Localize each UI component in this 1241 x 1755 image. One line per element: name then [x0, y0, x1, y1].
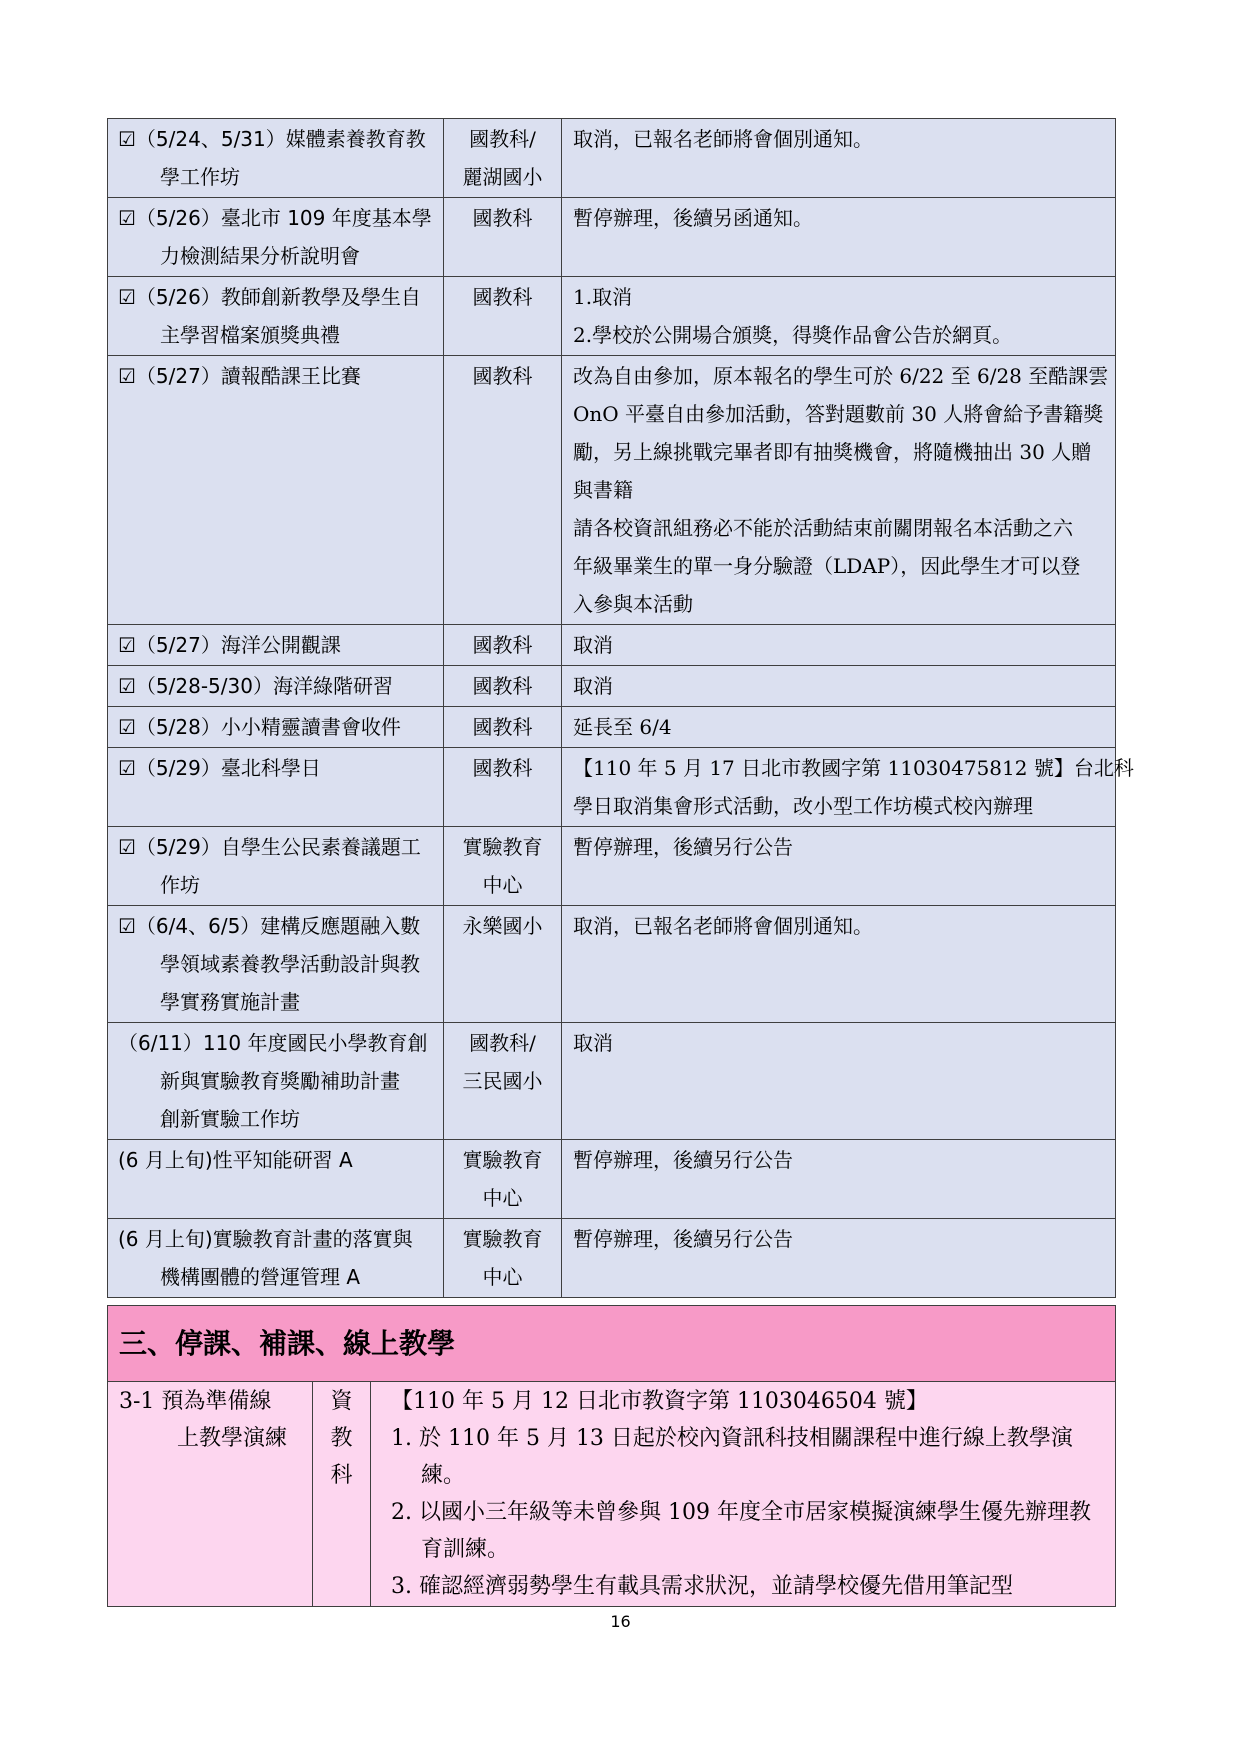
event-unit-cell — [444, 1023, 562, 1140]
event-note-line: 入參與本活動 — [573, 592, 693, 616]
event-name-cell — [108, 827, 444, 906]
event-name-line: 機構團體的營運管理 A — [160, 1265, 361, 1289]
section3-unit-cell — [313, 1382, 371, 1607]
section3-point: 1. 於 110 年 5 月 13 日起於校內資訊科技相關課程中進行線上教學演練。 — [391, 1426, 1073, 1488]
section3-unit-char: 科 — [330, 1463, 353, 1488]
section3-unit-char: 教 — [330, 1426, 353, 1451]
event-note-line: 年級畢業生的單一身分驗證（LDAP），因此學生才可以登 — [573, 554, 1081, 578]
event-unit-cell — [444, 666, 562, 707]
event-row — [108, 356, 1116, 625]
event-unit-line: 國教科/ — [469, 127, 536, 151]
event-name-line: ☑（5/26）教師創新教學及學生自 — [118, 285, 421, 309]
event-name-line: 主學習檔案頒獎典禮 — [160, 323, 340, 347]
event-unit-line: 中心 — [482, 873, 523, 897]
event-name-line: ☑（5/27）海洋公開觀課 — [118, 633, 341, 657]
event-row — [108, 198, 1116, 277]
event-note-line: 暫停辦理，後續另函通知。 — [573, 206, 813, 230]
event-unit-line: 國教科 — [472, 285, 533, 309]
section3-title: 三、停課、補課、線上教學 — [108, 1306, 1116, 1382]
section3-header-row — [108, 1306, 1116, 1382]
event-unit-line: 國教科 — [472, 633, 533, 657]
event-note-cell — [562, 666, 1116, 707]
event-note-line: 取消，已報名老師將會個別通知。 — [573, 914, 873, 938]
event-note-cell — [562, 748, 1134, 827]
event-note-line: 取消，已報名老師將會個別通知。 — [573, 127, 873, 151]
event-name-cell — [108, 625, 444, 666]
event-unit-line: 國教科 — [472, 206, 533, 230]
event-name-line: （6/11）110 年度國民小學教育創 — [118, 1031, 428, 1055]
event-unit-line: 國教科 — [472, 364, 533, 388]
page-number: 16 — [610, 1612, 631, 1631]
event-row — [108, 119, 1116, 198]
event-name-line: ☑（5/24、5/31）媒體素養教育教 — [118, 127, 426, 151]
event-note-cell — [562, 1023, 1116, 1140]
event-note-line: 取消 — [573, 674, 613, 698]
events-table-body — [108, 119, 1134, 1298]
event-name-line: 學實務實施計畫 — [160, 990, 300, 1014]
event-note-line: 取消 — [573, 1031, 613, 1055]
event-name-line: ☑（5/28-5/30）海洋綠階研習 — [118, 674, 393, 698]
event-unit-cell — [444, 356, 562, 625]
event-unit-cell — [444, 198, 562, 277]
event-unit-line: 實驗教育 — [462, 1148, 543, 1172]
event-note-line: 改為自由參加，原本報名的學生可於 6/22 至 6/28 至酷課雲 — [573, 364, 1109, 388]
event-note-cell — [562, 1219, 1116, 1298]
section3-item-line: 上教學演練 — [177, 1426, 288, 1451]
event-unit-line: 國教科 — [472, 756, 533, 780]
event-name-line: 作坊 — [160, 873, 200, 897]
event-unit-cell — [444, 707, 562, 748]
event-unit-cell — [444, 1140, 562, 1219]
event-note-line: 請各校資訊組務必不能於活動結束前關閉報名本活動之六 — [573, 516, 1073, 540]
event-unit-cell — [444, 277, 562, 356]
event-name-line: ☑（5/26）臺北市 109 年度基本學 — [118, 206, 432, 230]
event-note-line: 取消 — [573, 633, 613, 657]
event-note-line: 學日取消集會形式活動，改小型工作坊模式校內辦理 — [573, 794, 1033, 818]
event-note-line: 暫停辦理，後續另行公告 — [573, 1227, 793, 1251]
section3-point: 3. 確認經濟弱勢學生有載具需求狀況，並請學校優先借用筆記型 — [391, 1574, 1013, 1599]
event-unit-line: 國教科 — [472, 674, 533, 698]
event-note-line: 1.取消 — [573, 285, 633, 309]
event-note-cell — [562, 707, 1116, 748]
event-name-cell — [108, 748, 444, 827]
event-name-line: 力檢測結果分析說明會 — [160, 244, 360, 268]
event-note-cell — [562, 356, 1116, 625]
event-row — [108, 1140, 1116, 1219]
event-name-line: ☑（5/29）臺北科學日 — [118, 756, 321, 780]
event-unit-cell — [444, 119, 562, 198]
event-unit-line: 實驗教育 — [462, 1227, 543, 1251]
event-name-line: (6 月上旬)實驗教育計畫的落實與 — [118, 1227, 413, 1251]
event-note-line: 2.學校於公開場合頒獎，得獎作品會公告於網頁。 — [573, 323, 1013, 347]
event-name-line: 創新實驗工作坊 — [160, 1107, 300, 1131]
event-name-cell — [108, 707, 444, 748]
event-row — [108, 906, 1116, 1023]
event-note-line: 延長至 6/4 — [573, 715, 672, 739]
event-row — [108, 1219, 1116, 1298]
event-unit-line: 國教科/ — [469, 1031, 536, 1055]
event-row — [108, 277, 1116, 356]
event-name-cell — [108, 277, 444, 356]
event-note-cell — [562, 198, 1116, 277]
event-row — [108, 625, 1116, 666]
event-note-line: 【110 年 5 月 17 日北市教國字第 11030475812 號】台北科 — [573, 756, 1134, 780]
event-unit-cell — [444, 748, 562, 827]
event-unit-line: 麗湖國小 — [462, 165, 543, 189]
event-name-cell — [108, 198, 444, 277]
event-note-line: 與書籍 — [573, 478, 633, 502]
event-row — [108, 707, 1116, 748]
event-name-cell — [108, 666, 444, 707]
event-name-cell — [108, 1140, 444, 1219]
event-note-cell — [562, 277, 1116, 356]
section3-content-cell — [371, 1382, 1116, 1607]
event-note-cell — [562, 625, 1116, 666]
event-name-line: ☑（6/4、6/5）建構反應題融入數 — [118, 914, 421, 938]
event-name-cell — [108, 1219, 444, 1298]
event-name-line: ☑（5/27）讀報酷課王比賽 — [118, 364, 361, 388]
event-note-cell — [562, 119, 1116, 198]
event-note-cell — [562, 1140, 1116, 1219]
event-name-cell — [108, 906, 444, 1023]
event-name-cell — [108, 356, 444, 625]
event-name-cell — [108, 1023, 444, 1140]
event-note-line: 勵，另上線挑戰完畢者即有抽獎機會，將隨機抽出 30 人贈 — [573, 440, 1092, 464]
event-unit-line: 永樂國小 — [462, 914, 543, 938]
event-name-line: ☑（5/28）小小精靈讀書會收件 — [118, 715, 401, 739]
event-note-line: OnO 平臺自由參加活動，答對題數前 30 人將會給予書籍獎 — [573, 402, 1104, 426]
event-note-cell — [562, 827, 1116, 906]
event-unit-line: 中心 — [482, 1265, 523, 1289]
section3-row — [108, 1382, 1116, 1607]
event-unit-line: 中心 — [482, 1186, 523, 1210]
event-name-line: 學工作坊 — [160, 165, 240, 189]
event-row — [108, 748, 1116, 827]
event-unit-line: 實驗教育 — [462, 835, 543, 859]
event-name-line: ☑（5/29）自學生公民素養議題工 — [118, 835, 421, 859]
event-note-line: 暫停辦理，後續另行公告 — [573, 835, 793, 859]
event-row — [108, 666, 1116, 707]
event-name-line: (6 月上旬)性平知能研習 A — [118, 1148, 353, 1172]
event-name-line: 學領域素養教學活動設計與教 — [160, 952, 420, 976]
event-name-line: 新與實驗教育獎勵補助計畫 — [160, 1069, 400, 1093]
section3-doc-ref: 【110 年 5 月 12 日北市教資字第 1103046504 號】 — [391, 1389, 928, 1414]
event-note-cell — [562, 906, 1116, 1023]
section3-item-cell — [108, 1382, 313, 1607]
event-unit-cell — [444, 1219, 562, 1298]
section3-point: 2. 以國小三年級等未曾參與 109 年度全市居家模擬演練學生優先辦理教育訓練。 — [391, 1500, 1091, 1562]
event-row — [108, 1023, 1116, 1140]
event-unit-cell — [444, 906, 562, 1023]
event-unit-line: 國教科 — [472, 715, 533, 739]
event-unit-line: 三民國小 — [462, 1069, 543, 1093]
event-name-cell — [108, 119, 444, 198]
event-unit-cell — [444, 625, 562, 666]
section3-table — [107, 1305, 1116, 1607]
events-table — [107, 118, 1134, 1298]
section3-unit-char: 資 — [330, 1389, 353, 1414]
section3-item-line: 3-1 預為準備線 — [119, 1389, 272, 1414]
event-note-line: 暫停辦理，後續另行公告 — [573, 1148, 793, 1172]
event-unit-cell — [444, 827, 562, 906]
event-row — [108, 827, 1116, 906]
